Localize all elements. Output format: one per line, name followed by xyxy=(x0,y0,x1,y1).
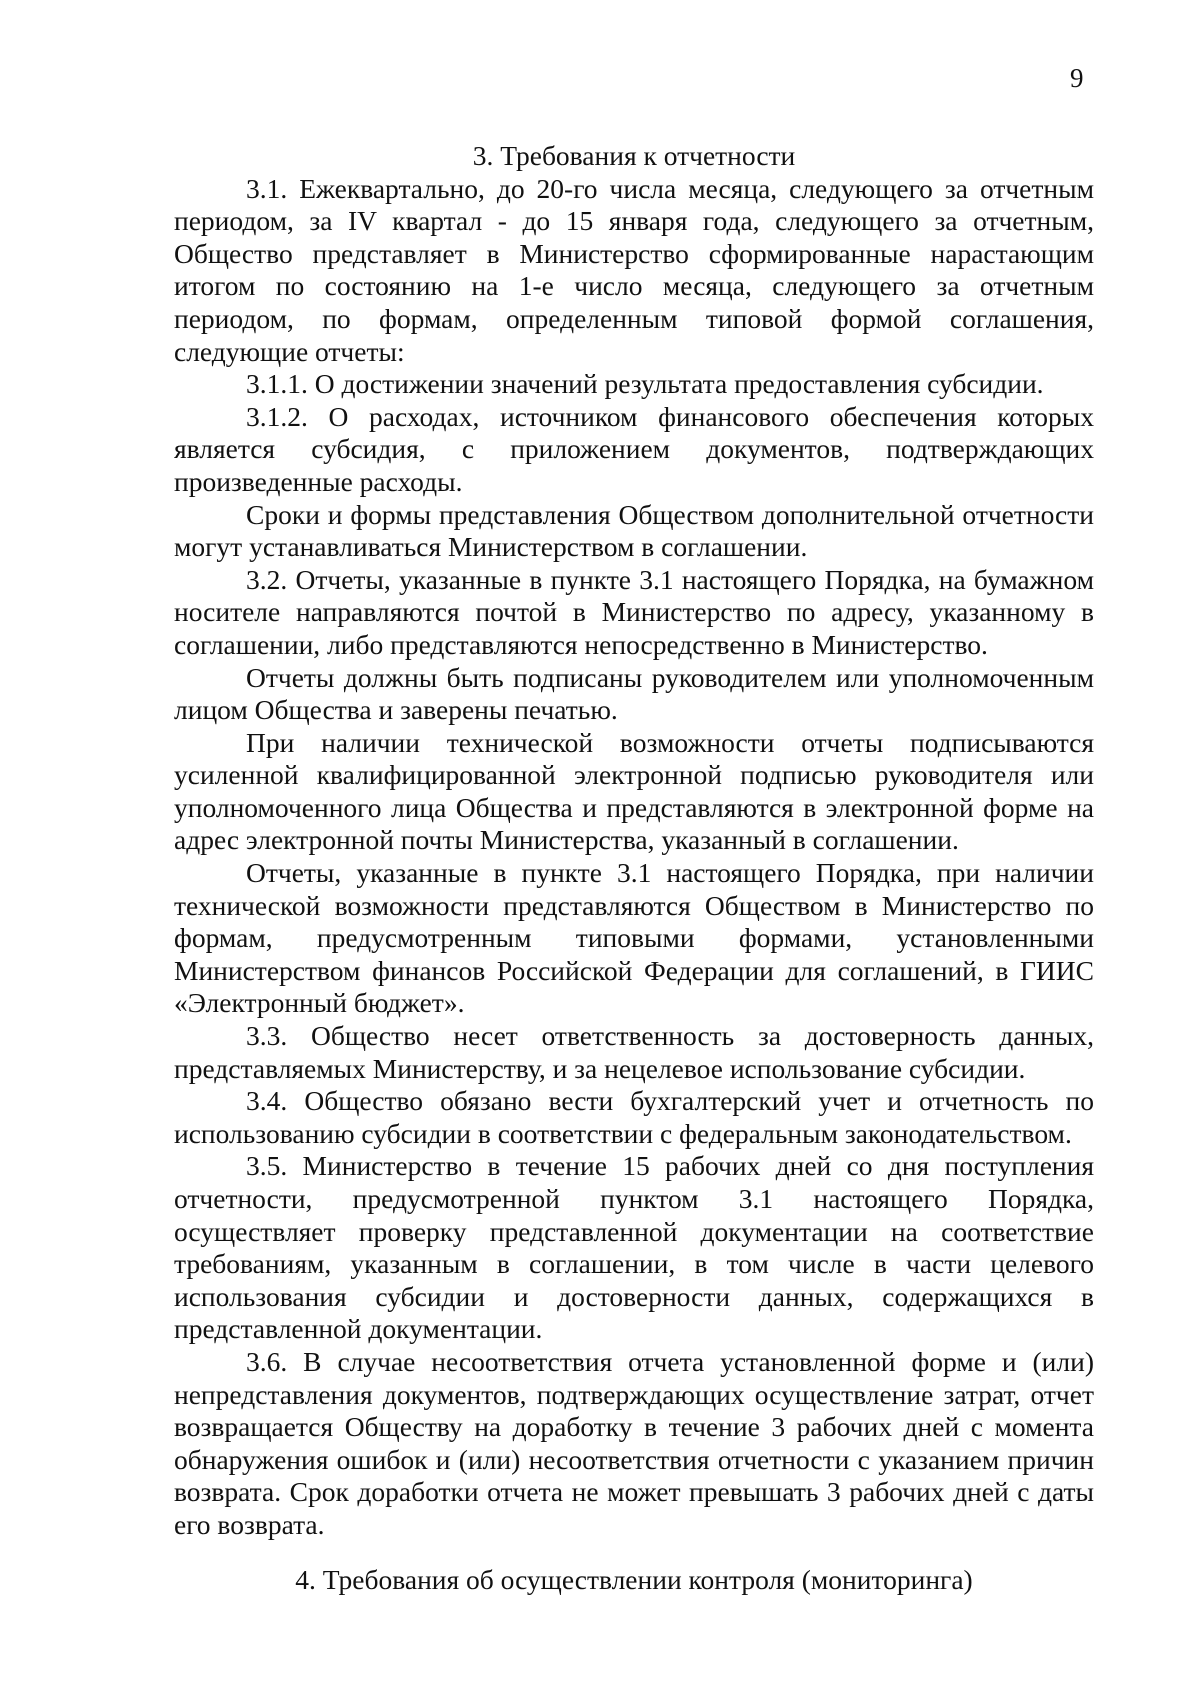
paragraph-3-1-1: 3.1.1. О достижении значений результата предоставления субсидии. xyxy=(246,368,1044,400)
section-3-heading: 3. Требования к отчетности xyxy=(472,140,796,171)
section-4-heading: 4. Требования об осуществлении контроля (мониторинга) xyxy=(295,1564,973,1595)
paragraph-electronic-signature: При наличии технической возможности отчеты подписываются усиленной квалифицированной электронной подписью руководителя или уполномоченного лица Общества и представляются в электронной форме на адрес электронной почты Министерства, указанный в соглашении. xyxy=(174,726,1094,856)
paragraph-3-1-2: 3.1.2. О расходах, источником финансового обеспечения которых является субсидия, с приложением документов, подтверждающих произведенные расходы. xyxy=(174,400,1094,497)
document-body xyxy=(174,140,1094,1542)
paragraph-electronic-budget: Отчеты, указанные в пункте 3.1 настоящего Порядка, при наличии технической возможности представляются Обществом в Министерство по формам, предусмотренным типовыми формами, установленными Министерством финансов Российской Федерации для соглашений, в ГИИС «Электронный бюджет». xyxy=(174,857,1094,1019)
paragraph-additional-reporting: Сроки и формы представления Обществом дополнительной отчетности могут устанавливаться Министерством в соглашении. xyxy=(174,498,1094,563)
paragraph-3-1: 3.1. Ежеквартально, до 20-го числа месяца, следующего за отчетным периодом, за IV квартал - до 15 января года, следующего за отчетным, Общество представляет в Министерство сформированные нарастающим итогом по состоянию на 1-е число месяца, следующего за отчетным периодом, по формам, определенным типовой формой соглашения, следующие отчеты: xyxy=(174,172,1094,367)
paragraph-3-2: 3.2. Отчеты, указанные в пункте 3.1 настоящего Порядка, на бумажном носителе направляются почтой в Министерство по адресу, указанному в соглашении, либо представляются непосредственно в Министерство. xyxy=(174,563,1094,660)
paragraph-3-5: 3.5. Министерство в течение 15 рабочих дней со дня поступления отчетности, предусмотренной пунктом 3.1 настоящего Порядка, осуществляет проверку представленной документации на соответствие требованиям, указанным в соглашении, в том числе в части целевого использования субсидии и достоверности данных, содержащихся в представленной документации. xyxy=(174,1150,1094,1345)
page-number: 9 xyxy=(1070,63,1084,93)
paragraph-3-3: 3.3. Общество несет ответственность за достоверность данных, представляемых Министерству, и за нецелевое использование субсидии. xyxy=(174,1020,1094,1084)
paragraph-3-4: 3.4. Общество обязано вести бухгалтерский учет и отчетность по использованию субсидии в соответствии с федеральным законодательством. xyxy=(174,1085,1094,1149)
paragraph-signature-requirements: Отчеты должны быть подписаны руководителем или уполномоченным лицом Общества и заверены печатью. xyxy=(174,661,1094,726)
paragraph-3-6: 3.6. В случае несоответствия отчета установленной форме и (или) непредставления документов, подтверждающих осуществление затрат, отчет возвращается Обществу на доработку в течение 3 рабочих дней с момента обнаружения ошибок и (или) несоответствия отчетности с указанием причин возврата. Срок доработки отчета не может превышать 3 рабочих дней с даты его возврата. xyxy=(174,1345,1094,1540)
